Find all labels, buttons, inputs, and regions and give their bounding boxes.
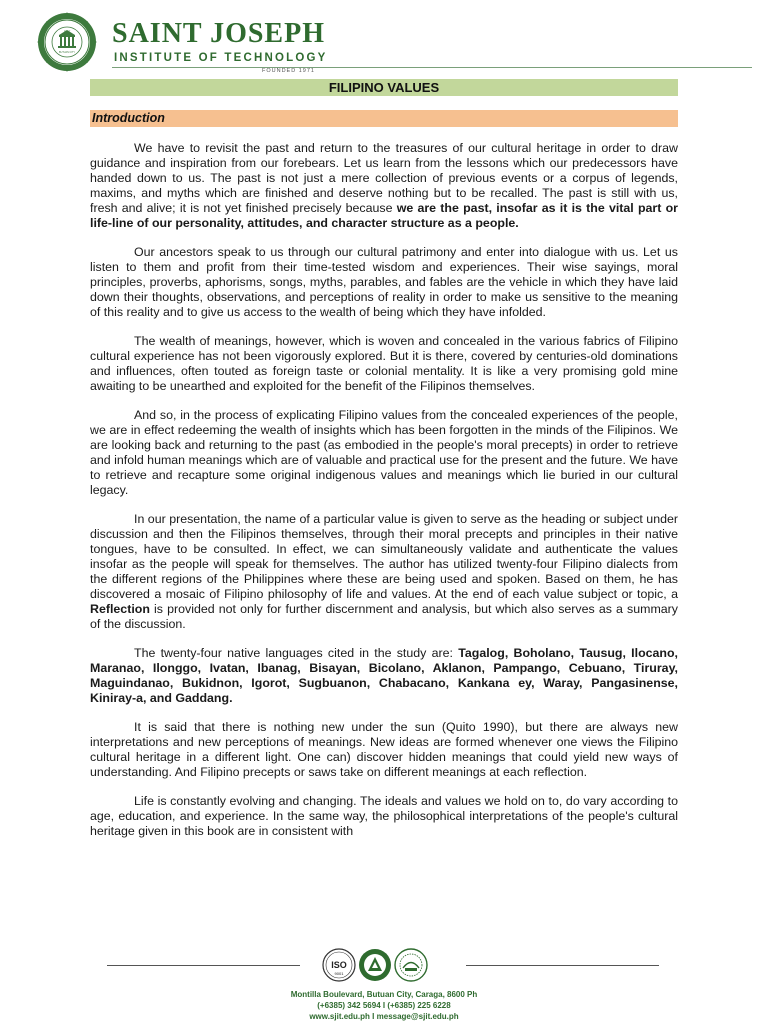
paragraph-text: We have to revisit the past and return to the treasures of our cultural heritage in order to draw guidance and inspiration from our forebears. Let us learn from the lessons which our predecessors have handed down to us. The past is not just a mere collection of previous events or a corpus of legends, maxims, and myths which are finished and deserve nothing but to be recalled. The past is still with us, fresh and alive; it is not yet finished precisely because [90, 141, 678, 215]
iso-number: 9001 [334, 971, 344, 976]
footer-address: Montilla Boulevard, Butuan City, Caraga, 8600 Ph [290, 990, 478, 999]
school-name: SAINT JOSEPH [112, 18, 325, 49]
body-paragraph [90, 245, 678, 320]
section-heading: Introduction [90, 110, 678, 127]
body-paragraph [90, 794, 678, 839]
footer-phones: (+6385) 342 5694 I (+6385) 225 6228 [317, 1001, 451, 1010]
emphasis-text: we are the past, insofar as it is the vital part or life-line of our personality, attitudes, and character structure as a people. [90, 201, 678, 230]
emphasis-text: Reflection [90, 602, 150, 616]
header-divider [112, 67, 752, 68]
accreditation-badge-icon [394, 948, 428, 982]
founded-label: FOUNDED 1971 [262, 68, 315, 74]
footer-separator: I [372, 1012, 375, 1021]
body-paragraph [90, 512, 678, 632]
paragraph-text: The twenty-four native languages cited in the study are: [134, 646, 459, 660]
paragraph-text: And so, in the process of explicating Filipino values from the concealed experiences of the people, we are in effect redeeming the wealth of insights which has been forgotten in the minds of the Filipinos. We are looking back and returning to the past (as embodied in the people's moral precepts) in order to retrieve and infold human meanings which are of valuable and practical use for the present and the future. We have to retrieve and recapture some original indigenous values and meanings which lie buried in our cultural legacy. [90, 408, 679, 497]
svg-text:BUTUAN CITY: BUTUAN CITY [59, 51, 75, 54]
school-seal-icon [32, 12, 102, 72]
body-paragraph [90, 646, 678, 706]
accreditation-seal-icon [358, 948, 392, 982]
iso-certification-icon [322, 948, 356, 982]
paragraph-text: It is said that there is nothing new under the sun (Quito 1990), but there are always new interpretations and new perceptions of meanings. New ideas are formed whenever one views the Filipino cultural heritage in a different light. One can) discover hidden meanings that could yield new ways of understanding. And Filipino precepts or saws take on different meanings at each reflection. [90, 720, 678, 779]
paragraph-text: The wealth of meanings, however, which is woven and concealed in the various fabrics of Filipino cultural experience has not been vigorously explored. But it is there, covered by centuries-old dominations and influences, often touted as foreign taste or colonial mentality. It is like a very promising gold mine awaiting to be unearthed and exploited for the benefit of the Filipinos themselves. [90, 334, 678, 393]
document-body [90, 141, 678, 853]
letterhead [32, 10, 752, 74]
paragraph-text: Our ancestors speak to us through our cultural patrimony and enter into dialogue with us. Let us listen to them and profit from their time-tested wisdom and experiences. Their wise sayings, moral principles, proverbs, aphorisms, songs, myths, parables, and fables are the vehicle in which they have laid down their thoughts, observations, and perceptions of reality in order to make us sensitive to the meaning of this reality and to give us access to the wealth of being which they have infolded. [90, 245, 678, 319]
paragraph-text: In our presentation, the name of a particular value is given to serve as the heading or subject under discussion and then the Filipinos themselves, through their moral precepts and principles in their native tongues, have to be consulted. In effect, we can simultaneously validate and authenticate the values insofar as the people will speak for themselves. The author has utilized twenty-four Filipino dialects from the different regions of the Philippines where these are being used and spoken. Based on them, he has discovered a mosaic of Filipino philosophy of life and values. At the end of each value subject or topic, a [90, 512, 678, 601]
body-paragraph [90, 334, 678, 394]
footer-contact [0, 1011, 768, 1022]
paragraph-text: Life is constantly evolving and changing. The ideals and values we hold on to, do vary according to age, education, and experience. In the same way, the philosophical interpretations of the people's cultural heritage given in this book are in consistent with [90, 794, 678, 838]
footer-divider-right [466, 965, 659, 966]
body-paragraph [90, 408, 678, 498]
school-subtitle: INSTITUTE OF TECHNOLOGY [114, 52, 328, 64]
footer-website-link[interactable]: www.sjit.edu.ph [309, 1012, 370, 1021]
iso-label: ISO [331, 960, 347, 970]
paragraph-text: is provided not only for further discernment and analysis, but which also serves as a summary of the discussion. [90, 602, 678, 631]
footer-divider-left [107, 965, 300, 966]
document-title: FILIPINO VALUES [90, 79, 678, 96]
footer-email-link[interactable]: message@sjit.edu.ph [376, 1012, 459, 1021]
body-paragraph [90, 720, 678, 780]
emphasis-text: Tagalog, Boholano, Tausug, Ilocano, Maranao, Ilonggo, Ivatan, Ibanag, Bisayan, Bicolano, Aklanon, Pampango, Cebuano, Tiruray, Maguindanao, Bukidnon, Igorot, Sugbuanon, Chabacano, Kankana ey, Waray, Pangasinense, Kiniray-a, and Gaddang. [90, 646, 678, 705]
body-paragraph [90, 141, 678, 231]
